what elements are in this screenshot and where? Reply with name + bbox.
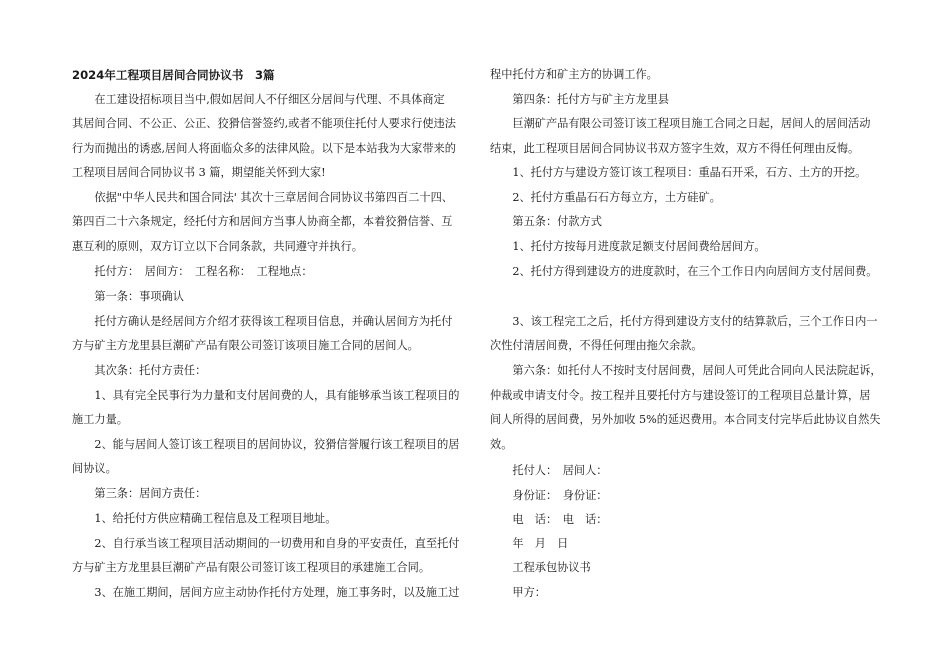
text-line: 方与矿主方龙里县巨潮矿产品有限公司签订该工程项目的承建施工合同。 bbox=[72, 561, 431, 574]
text-line: 1、托付方与建设方签订该工程项目：重晶石开采，石方、土方的开挖。 bbox=[490, 166, 867, 179]
date-line: 年 月 日 bbox=[490, 537, 569, 550]
text-line: 程中托付方和矿主方的协调工作。 bbox=[490, 68, 658, 81]
text-line: 3、在施工期间，居间方应主动协作托付方处理，施工事务时，以及施工过 bbox=[72, 586, 460, 599]
text-line: 托付方： 居间方： 工程名称： 工程地点： bbox=[72, 265, 313, 278]
text-line: 3、该工程完工之后，托付方得到建设方支付的结算款后，三个工作日内一 bbox=[490, 315, 878, 328]
document-title: 2024年工程项目居间合同协议书 3篇 bbox=[72, 68, 275, 82]
text-line: 仲裁或申请支付令。按工程并且要托付方与建设签订的工程项目总量计算，居 bbox=[490, 389, 871, 402]
section-heading: 第三条：居间方责任： bbox=[72, 487, 207, 500]
text-line: 间人所得的居间费，另外加收 5%的延迟费用。本合同支付完毕后此协议自然失 bbox=[490, 413, 881, 426]
text-line: 巨潮矿产品有限公司签订该工程项目施工合同之日起，居间人的居间活动 bbox=[490, 117, 871, 130]
signature-line: 身份证： 身份证： bbox=[490, 489, 608, 502]
text-line: 第四百二十六条规定，经托付方和居间方当事人协商全都，本着狡猾信誉、互 bbox=[72, 215, 453, 228]
text-line: 2、能与居间人签订该工程项目的居间协议，狡猾信誉履行该工程项目的居 bbox=[72, 438, 460, 451]
text-line: 施工力量。 bbox=[72, 413, 128, 426]
section-heading: 第一条：事项确认 bbox=[72, 290, 184, 303]
text-line: 甲方： bbox=[490, 586, 546, 599]
text-line: 其居间合同、不公正、公正、狡猾信誉签约,或者不能项住托付人要求行使违法 bbox=[72, 117, 456, 130]
text-line: 2、托付方重晶石石方每立方，土方硅矿。 bbox=[490, 191, 721, 204]
text-line: 次性付清居间费，不得任何理由拖欠余款。 bbox=[490, 339, 703, 352]
text-line: 方与矿主方龙里县巨潮矿产品有限公司签订该项目施工合同的居间人。 bbox=[72, 339, 419, 352]
text-line: 托付方确认是经居间方介绍才获得该工程项目信息，并确认居间方为托付 bbox=[72, 315, 453, 328]
text-line: 2、自行承当该工程项目活动期间的一切费用和自身的平安责任，直至托付 bbox=[72, 537, 460, 550]
text-line: 效。 bbox=[490, 438, 513, 451]
text-line: 行为而抛出的诱惑,居间人将面临众多的法律风险。以下是本站我为大家带来的 bbox=[72, 142, 456, 155]
text-line: 1、具有完全民事行为力量和支付居间费的人，具有能够承当该工程项目的 bbox=[72, 389, 460, 402]
text-line: 1、给托付方供应精确工程信息及工程项目地址。 bbox=[72, 512, 337, 525]
section-heading: 第五条：付款方式 bbox=[490, 215, 602, 228]
section-heading: 其次条：托付方责任： bbox=[72, 364, 207, 377]
text-line: 工程项目居间合同协议书 3 篇，期望能关怀到大家! bbox=[72, 166, 326, 179]
text-line: 依据"中华人民共和国合同法' 其次十三章居间合同协议书第四百二十四、 bbox=[72, 191, 453, 204]
text-line: 1、托付方按每月进度款足额支付居间费给居间方。 bbox=[490, 240, 766, 253]
text-line: 结束，此工程项目居间合同协议书双方签字生效，双方不得任何理由反悔。 bbox=[490, 142, 860, 155]
text-line: 间协议。 bbox=[72, 462, 117, 475]
section-heading: 工程承包协议书 bbox=[490, 561, 591, 574]
section-heading: 第四条：托付方与矿主方龙里县 bbox=[490, 93, 670, 106]
signature-line: 托付人： 居间人： bbox=[490, 464, 608, 477]
text-line: 2、托付方得到建设方的进度款时，在三个工作日内向居间方支付居间费。 bbox=[490, 265, 878, 278]
signature-line: 电 话： 电 话： bbox=[490, 513, 608, 526]
text-line: 第六条：如托付人不按时支付居间费，居间人可凭此合同向人民法院起诉， bbox=[490, 364, 882, 377]
text-line: 惠互利的原则，双方订立以下合同条款，共同遵守并执行。 bbox=[72, 240, 363, 253]
text-line: 在工建设招标项目当中,假如居间人不仔细区分居间与代理、不具体商定 bbox=[72, 93, 445, 106]
